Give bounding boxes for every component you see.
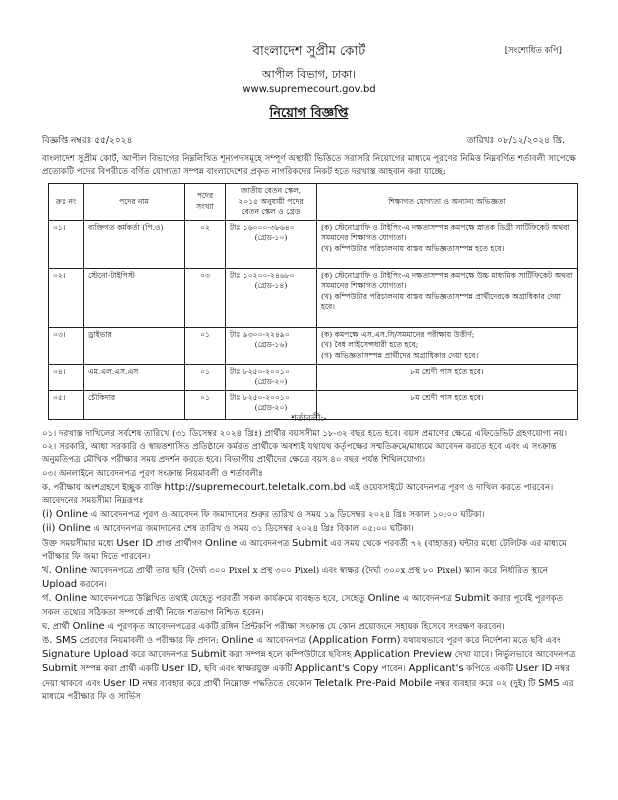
revised-copy-tag: [সংশোধিত কপি] <box>504 46 562 56</box>
header-qualification: শিক্ষাগত যোগ্যতা ও অন্যান্য অভিজ্ঞতা <box>317 184 578 221</box>
table-row <box>49 220 578 268</box>
schedule-fee: উক্ত সময়সীমার মধ্যে User ID প্রাপ্ত প্রার্থীগণ Online এ আবেদনপত্র Submit এর সময় থেকে পরবর্তী ৭২ (বাহাত্তর) ঘন্টার মধ্যে টেলিটক এর মাধ্যমে পরীক্ষার ফি জমা দিতে পারবেন। <box>42 537 567 562</box>
vacancy-table <box>48 183 578 420</box>
term-2: ০২। সরকারি, আধা সরকারি ও স্বায়ত্তশাসিত প্রতিষ্ঠানে কর্মরত প্রার্থীকে অবশ্যই যথাযথ কর্তৃপক্ষের সম্মতিক্রমে/মাধ্যমে আবেদন করতে হবে এবং এ সংক্রান্ত অনুমতিপত্র মৌখিক পরীক্ষার সময় প্রদর্শন করতে হবে। বিভাগীয় প্রার্থীদের ক্ষেত্রে বয়স ৪০ বছর পর্যন্ত শিথিলযোগ্য। <box>42 442 557 466</box>
schedule-end: (ii) Online এ আবেদনপত্র জমাদানের শেষ তারিখ ও সময় ৩১ ডিসেম্বর ২০২৪ খ্রিঃ বিকাল ০৫:০০ ঘটিকা। <box>42 523 414 535</box>
row-count: ০১ <box>185 327 226 364</box>
table-row <box>49 364 578 390</box>
row-count: ০২ <box>185 220 226 268</box>
notice-title: নিয়োগ বিজ্ঞপ্তি <box>269 106 349 121</box>
row-scale: টাঃ ৯৩০০-২২৪৯০ (গ্রেড-১৬) <box>226 327 317 364</box>
term-ka: ক. পরীক্ষায় অংশগ্রহণে ইচ্ছুক ব্যক্তি http://supremecourt.teletalk.com.bd এই ওয়েবসাইটে আবেদনপত্র পূরণ ও দাখিল করতে পারবেন। <box>42 481 554 493</box>
row-serial: ০১। <box>49 220 84 268</box>
row-scale: টাঃ ১৬০০০-৩৮৬৪০ (গ্রেড-১০) <box>226 220 317 268</box>
row-post: চৌকিদার <box>84 390 185 419</box>
table-row <box>49 327 578 364</box>
notice-date: তারিখঃ ০৮/১২/২০২৪ খ্রি. <box>466 136 565 146</box>
division-name: আপীল বিভাগ, ঢাকা। <box>261 68 357 81</box>
header-post: পদের নাম <box>84 184 185 221</box>
term-kha: খ. Online আবেদনপত্রে প্রার্থী তার ছবি (দৈর্ঘ্য ৩০০ Pixel x প্রস্থ ৩০০ Pixel) এবং স্বাক্ষর (দৈর্ঘ্য ৩০০x প্রস্থ ৮০ Pixel) স্ক্যান করে নির্ধারিত স্থানে Upload করবেন। <box>42 565 549 591</box>
row-post: ড্রাইভার <box>84 327 185 364</box>
row-count: ০৩ <box>185 268 226 327</box>
header-serial: ক্রঃ নং <box>49 184 84 221</box>
row-serial: ০৫। <box>49 390 84 419</box>
row-serial: ০৩। <box>49 327 84 364</box>
row-qualification: (ক) কমপক্ষে এস.এস.সি/সমমানের পরীক্ষায় উত্তীর্ণ; (খ) বৈধ লাইসেন্সধারী হতে হবে; (গ) অভিজ্ঞতাসম্পন্ন প্রার্থীদের অগ্রাধিকার দেয়া হবে। <box>317 327 578 364</box>
term-3: ০৩। অনলাইনে আবেদনপত্র পূরণ সংক্রান্ত নিয়মাবলী ও শর্তাবলীঃ <box>42 468 263 479</box>
terms-body <box>42 428 576 704</box>
term-1: ০১। দরখাস্ত দাখিলের সর্বশেষ তারিখে (৩১ ডিসেম্বর ২০২৪ খ্রিঃ) প্রার্থীর বয়সসীমা ১৮-৩২ বছর হতে হবে। বয়স প্রমাণের ক্ষেত্রে এফিডেভিট গ্রহণযোগ্য নয়। <box>42 429 568 439</box>
row-qualification: (ক) স্টেনোগ্রাফি ও টাইপিং-এ দক্ষতাসম্পন্ন কমপক্ষে স্নাতক ডিগ্রী সার্টিফিকেট অথবা সমমানের শিক্ষাগত যোগ্যতা। (খ) কম্পিউটার পরিচালনায় বাস্তব অভিজ্ঞতাসম্পন্ন হতে হবে। <box>317 220 578 268</box>
row-post: স্টেনো-টাইপিস্ট <box>84 268 185 327</box>
table-row <box>49 268 578 327</box>
row-scale: টাঃ ৮২৫০-২০০১০ (গ্রেড-২০) <box>226 390 317 419</box>
intro-paragraph: বাংলাদেশ সুপ্রীম কোর্ট, আপীল বিভাগের নিম্নলিখিত শূন্যপদসমূহে সম্পূর্ণ অস্থায়ী ভিত্তিতে সরাসরি নিয়োগের মাধ্যমে পূরণের নিমিত্ত নিম্নবর্ণিত শর্তাবলী সাপেক্ষে প্রত্যেকটি পদের বিপরীতে বর্ণিত যোগ্যতা সম্পন্ন বাংলাদেশের প্রকৃত নাগরিকদের নিকট হতে দরখাস্ত আহবান করা যাচ্ছে: <box>42 154 576 177</box>
schedule-heading: আবেদনের সময়সীমা নিম্নরূপঃ <box>42 496 144 507</box>
apply-url-link[interactable]: http://supremecourt.teletalk.com.bd <box>164 481 347 493</box>
schedule-start: (i) Online এ আবেদনপত্র পূরণ ও আবেদন ফি জমাদানের শুরুর তারিখ ও সময় ১৯ ডিসেম্বর ২০২৪ খ্রিঃ সকাল ১০:০০ ঘটিকা। <box>42 509 485 521</box>
row-scale: টাঃ ১০২০০-২৪৬৮০ (গ্রেড-১৪) <box>226 268 317 327</box>
row-post: এম.এল.এস.এস <box>84 364 185 390</box>
row-qualification: (ক) স্টেনোগ্রাফি ও টাইপিং-এ দক্ষতাসম্পন্ন কমপক্ষে উচ্চ মাধ্যমিক সার্টিফিকেট অথবা সমমানের শিক্ষাগত যোগ্যতা। (খ) কম্পিউটার পরিচালনায় বাস্তব অভিজ্ঞতাসম্পন্ন প্রার্থীদেরকে অগ্রাধিকার দেয়া হবে। <box>317 268 578 327</box>
term-sms: ঙ. SMS প্রেরণের নিয়মাবলী ও পরীক্ষার ফি প্রদান: Online এ আবেদনপত্র (Application Form) যথাযথভাবে পূরণ করে নির্দেশনা মতে ছবি এবং Signature Upload করে আবেদনপত্র Submit করা সম্পন্ন হলে কম্পিউটারে ছবিসহ Application Preview দেখা যাবে। নির্ভুলভাবে আবেদনপত্র Submit সম্পন্ন করা প্রার্থী একটি User ID, ছবি এবং স্বাক্ষরযুক্ত একটি Applicant's Copy পাবেন। Applicant's কপিতে একটি User ID নম্বর দেয়া থাকবে এবং User ID নম্বর ব্যবহার করে প্রার্থী নিম্নোক্ত পদ্ধতিতে যেকোন Teletalk Pre-Paid Mobile নম্বর ব্যবহার করে ০২ (দুই) টি SMS এর মাধ্যমে পরীক্ষার ফি ও সার্ভিস <box>42 635 576 702</box>
row-count: ০১ <box>185 364 226 390</box>
memo-number: বিজ্ঞপ্তি নম্বরঃ ৫৫/২০২৪ <box>42 136 133 146</box>
org-name: বাংলাদেশ সুপ্রীম কোর্ট <box>252 44 366 59</box>
row-scale: টাঃ ৮২৫০-২০০১০ (গ্রেড-২০) <box>226 364 317 390</box>
table-header-row <box>49 184 578 221</box>
row-serial: ০২। <box>49 268 84 327</box>
term-ga: গ. Online আবেদনপত্রে উল্লিখিত তথ্যই যেহেতু পরবর্তী সকল কার্যক্রমে ব্যবহৃত হবে, সেহেতু Online এ আবেদনপত্র Submit করার পূর্বেই পূরণকৃত সকল তথ্যের সঠিকতা সম্পর্কে প্রার্থী নিজে শতভাগ নিশ্চিত হবেন। <box>42 593 564 618</box>
term-gha: ঘ. প্রার্থী Online এ পূরণকৃত আবেদনপত্রের একটি রঙ্গিন প্রিন্টকপি পরীক্ষা সংক্রান্ত যে কোন প্রয়োজনে সহায়ক হিসেবে সংরক্ষণ করবেন। <box>42 620 505 632</box>
row-qualification: ৮ম শ্রেণী পাস হতে হবে। <box>317 364 578 390</box>
row-serial: ০৪। <box>49 364 84 390</box>
row-qualification: ৮ম শ্রেণী পাস হতে হবে। <box>317 390 578 419</box>
header-count: পদের সংখ্যা <box>185 184 226 221</box>
row-post: ব্যক্তিগত কর্মকর্তা (পি.ও) <box>84 220 185 268</box>
row-count: ০১ <box>185 390 226 419</box>
header-scale: জাতীয় বেতন স্কেল, ২০১৫ অনুযায়ী পদের বেতন স্কেল ও গ্রেড <box>226 184 317 221</box>
terms-heading: শর্তাবলী:- <box>291 414 327 424</box>
website-link[interactable]: www.supremecourt.gov.bd <box>242 84 376 95</box>
